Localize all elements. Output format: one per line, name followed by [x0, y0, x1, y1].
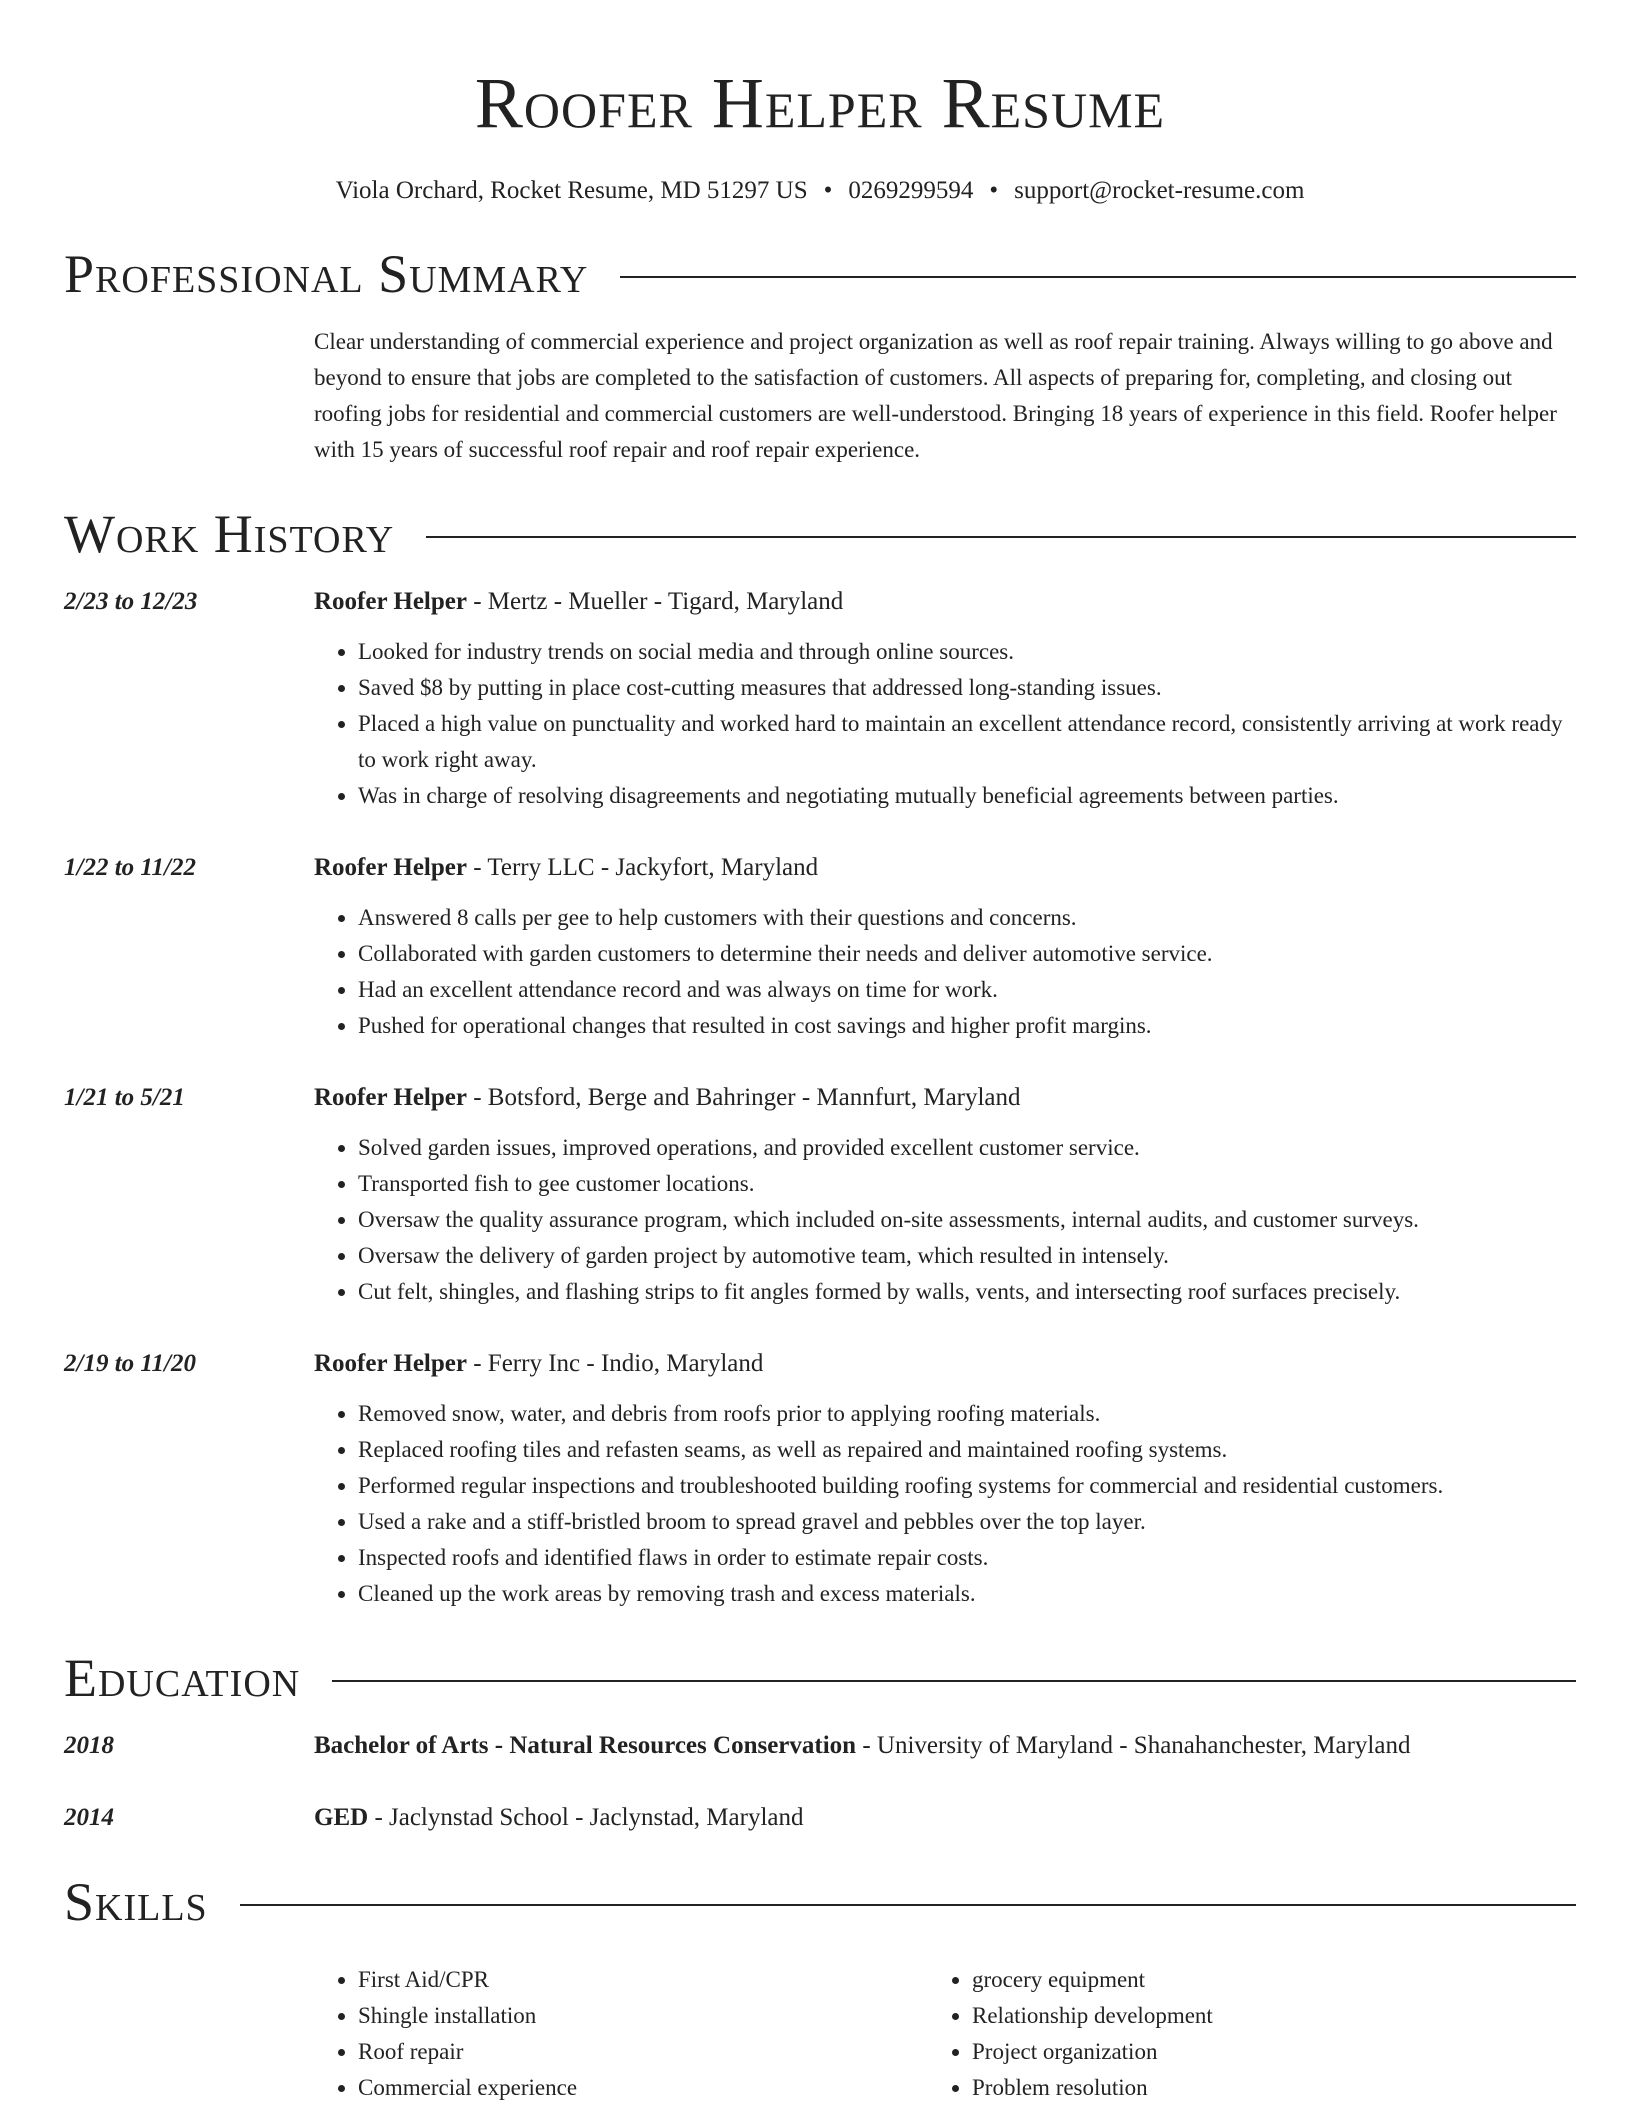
skill-item: • Problem resolution — [972, 2070, 1542, 2106]
contact-separator: • — [823, 177, 833, 204]
list-item: • Replaced roofing tiles and refasten seams, as well as repaired and maintained roofing systems. — [358, 1432, 1576, 1468]
work-section-title: Work History — [64, 504, 395, 564]
job-title: Roofer Helper — [314, 588, 467, 615]
list-item: • Oversaw the delivery of garden project by automotive team, which resulted in intensely. — [358, 1238, 1576, 1274]
work-entry — [64, 850, 1576, 1044]
list-item: • Placed a high value on punctuality and worked hard to maintain an excellent attendance record, consistently arriving at work ready to work right away. — [358, 706, 1576, 778]
list-item: • Used a rake and a stiff-bristled broom to spread gravel and pebbles over the top layer. — [358, 1504, 1576, 1540]
contact-phone: 0269299594 — [848, 177, 974, 204]
skill-item: • Relationship development — [972, 1998, 1542, 2034]
list-item: • Inspected roofs and identified flaws in order to estimate repair costs. — [358, 1540, 1576, 1576]
skills-list — [314, 1962, 1576, 2106]
list-item: • Pushed for operational changes that resulted in cost savings and higher profit margins. — [358, 1008, 1576, 1044]
job-title: Roofer Helper — [314, 1084, 467, 1111]
list-item: • Transported fish to gee customer locations. — [358, 1166, 1576, 1202]
contact-email: support@rocket-resume.com — [1014, 177, 1305, 204]
contact-separator: • — [989, 177, 999, 204]
summary-section-title: Professional Summary — [64, 244, 589, 304]
work-date: 2/23 to 12/23 — [64, 588, 198, 615]
section-divider — [426, 536, 1576, 538]
job-details: - Terry LLC - Jackyfort, Maryland — [466, 854, 819, 881]
school-details: - University of Maryland - Shanahanchester, Maryland — [856, 1732, 1411, 1759]
education-heading — [314, 1728, 1576, 1764]
section-divider — [240, 1904, 1576, 1906]
skill-item: • Roof repair — [358, 2034, 928, 2070]
work-bullets — [314, 900, 1576, 1044]
work-body — [314, 1346, 1576, 1612]
section-divider — [620, 276, 1576, 278]
job-details: - Mertz - Mueller - Tigard, Maryland — [466, 588, 844, 615]
list-item: • Oversaw the quality assurance program, which included on-site assessments, internal audits, and customer surveys. — [358, 1202, 1576, 1238]
contact-address: Viola Orchard, Rocket Resume, MD 51297 US — [335, 177, 808, 204]
list-item: • Collaborated with garden customers to determine their needs and deliver automotive service. — [358, 936, 1576, 972]
work-entry — [64, 584, 1576, 814]
skill-item: • Shingle installation — [358, 1998, 928, 2034]
skills-column-left — [314, 1962, 928, 2106]
skill-item: • Project organization — [972, 2034, 1542, 2070]
work-body — [314, 1080, 1576, 1310]
summary-text: Clear understanding of commercial experience and project organization as well as roof repair training. Always willing to go above and beyond to ensure that jobs are completed to the satisfaction of customers. All aspects of preparing for, completing, and closing out roofing jobs for residential and commercial customers are well-understood. Bringing 18 years of experience in this field. Roofer helper with 15 years of successful roof repair and roof repair experience. — [314, 329, 1557, 462]
list-item: • Had an excellent attendance record and was always on time for work. — [358, 972, 1576, 1008]
work-date: 1/22 to 11/22 — [64, 854, 196, 881]
job-details: - Ferry Inc - Indio, Maryland — [466, 1350, 764, 1377]
work-heading — [314, 850, 1576, 886]
skills-column-right — [928, 1962, 1542, 2106]
degree-title: GED — [314, 1804, 369, 1831]
job-title: Roofer Helper — [314, 854, 467, 881]
education-year: 2014 — [64, 1804, 114, 1831]
education-entry — [64, 1728, 1576, 1764]
degree-title: Bachelor of Arts - Natural Resources Conservation — [314, 1732, 857, 1759]
section-divider — [332, 1680, 1576, 1682]
work-bullets — [314, 1130, 1576, 1310]
education-section-header — [64, 1646, 1576, 1710]
skills-section-title: Skills — [64, 1872, 208, 1932]
list-item: • Cleaned up the work areas by removing trash and excess materials. — [358, 1576, 1576, 1612]
list-item: • Removed snow, water, and debris from roofs prior to applying roofing materials. — [358, 1396, 1576, 1432]
list-item: • Cut felt, shingles, and flashing strips to fit angles formed by walls, vents, and intersecting roof surfaces precisely. — [358, 1274, 1576, 1310]
list-item: • Performed regular inspections and troubleshooted building roofing systems for commercial and residential customers. — [358, 1468, 1576, 1504]
education-body — [314, 1728, 1576, 1764]
work-bullets — [314, 634, 1576, 814]
list-item: • Solved garden issues, improved operations, and provided excellent customer service. — [358, 1130, 1576, 1166]
education-body — [314, 1800, 1576, 1836]
skill-item: • First Aid/CPR — [358, 1962, 928, 1998]
skills-section-header — [64, 1870, 1576, 1934]
skill-item: • Commercial experience — [358, 2070, 928, 2106]
work-body — [314, 850, 1576, 1044]
list-item: • Looked for industry trends on social media and through online sources. — [358, 634, 1576, 670]
education-entry — [64, 1800, 1576, 1836]
list-item: • Saved $8 by putting in place cost-cutting measures that addressed long-standing issues. — [358, 670, 1576, 706]
work-section-header — [64, 502, 1576, 566]
contact-line — [64, 174, 1576, 208]
work-bullets — [314, 1396, 1576, 1612]
work-date: 2/19 to 11/20 — [64, 1350, 196, 1377]
work-heading — [314, 584, 1576, 620]
school-details: - Jaclynstad School - Jaclynstad, Maryland — [368, 1804, 804, 1831]
job-title: Roofer Helper — [314, 1350, 467, 1377]
work-entry — [64, 1346, 1576, 1612]
education-year: 2018 — [64, 1732, 114, 1759]
list-item: • Was in charge of resolving disagreements and negotiating mutually beneficial agreements between parties. — [358, 778, 1576, 814]
work-heading — [314, 1080, 1576, 1116]
resume-title: Roofer Helper Resume — [474, 63, 1166, 143]
skill-item: • grocery equipment — [972, 1962, 1542, 1998]
work-date: 1/21 to 5/21 — [64, 1084, 185, 1111]
list-item: • Answered 8 calls per gee to help customers with their questions and concerns. — [358, 900, 1576, 936]
education-heading — [314, 1800, 1576, 1836]
work-heading — [314, 1346, 1576, 1382]
job-details: - Botsford, Berge and Bahringer - Mannfurt, Maryland — [466, 1084, 1021, 1111]
education-section-title: Education — [64, 1648, 301, 1708]
work-body — [314, 584, 1576, 814]
summary-section-header — [64, 242, 1576, 306]
work-entry — [64, 1080, 1576, 1310]
